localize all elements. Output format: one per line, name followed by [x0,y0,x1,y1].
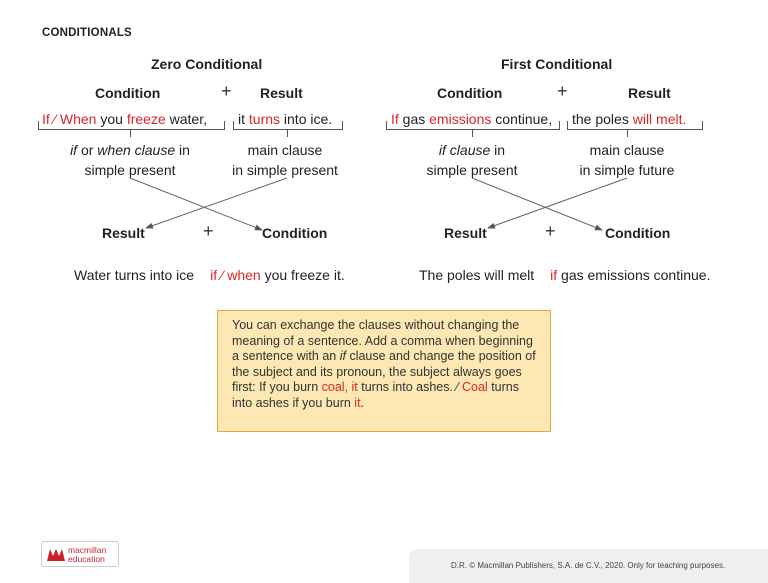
zero-condition-arrow [130,178,262,230]
first-result-bracket [567,121,703,130]
first-plus-sign: + [557,81,568,101]
zero-result-arrow [146,178,287,228]
zero-condition-description: if or when clause in simple present [70,142,190,178]
first-example-result: the poles will melt. [572,111,687,127]
first-swap-result-label: Result [444,225,487,241]
zero-swap-plus: + [203,221,214,241]
zero-swap-result-label: Result [102,225,145,241]
copyright-notice: D.R. © Macmillan Publishers, S.A. de C.V., 2020. Only for teaching purposes. [451,561,726,570]
zero-conditional-title: Zero Conditional [151,56,263,72]
page-heading: CONDITIONALS [42,27,132,39]
zero-plus-sign: + [221,81,232,101]
first-condition-bracket [386,121,560,130]
first-condition-tick [472,130,473,137]
first-swap-plus: + [545,221,556,241]
zero-example-condition: If ⁄ When you freeze water, [42,111,207,127]
zero-swapped-sentence: Water turns into ice if ⁄ when you freeze it. [74,267,345,283]
zero-result-label: Result [260,85,303,101]
zero-example-result: it turns into ice. [238,111,333,127]
first-result-arrow [488,178,627,228]
first-condition-label: Condition [437,85,503,101]
first-result-label: Result [628,85,671,101]
first-swapped-sentence: The poles will melt if gas emissions continue. [419,267,711,283]
first-result-tick [627,130,628,137]
macmillan-logo [41,541,119,567]
first-swap-condition-label: Condition [605,225,671,241]
first-example-condition: If gas emissions continue, [391,111,553,127]
first-conditional-title: First Conditional [501,56,613,72]
zero-result-description: main clause in simple present [232,142,338,178]
logo-line2: education [68,554,105,564]
first-result-description: main clause in simple future [579,142,675,178]
zero-condition-label: Condition [95,85,161,101]
logo-line1: macmillan [68,545,107,555]
note-box: You can exchange the clauses without changing the meaning of a sentence. Add a comma when beginning a sentence with an if clause and change the position of the subject and its pronoun, the subject always goes first: If you burn coal, it turns into ashes. ⁄ Coal turns into ashes if you burn it. [217,310,551,432]
zero-swap-condition-label: Condition [262,225,328,241]
first-condition-arrow [472,178,602,230]
macmillan-m-icon [47,547,65,561]
first-condition-description: if clause in simple present [426,142,518,178]
